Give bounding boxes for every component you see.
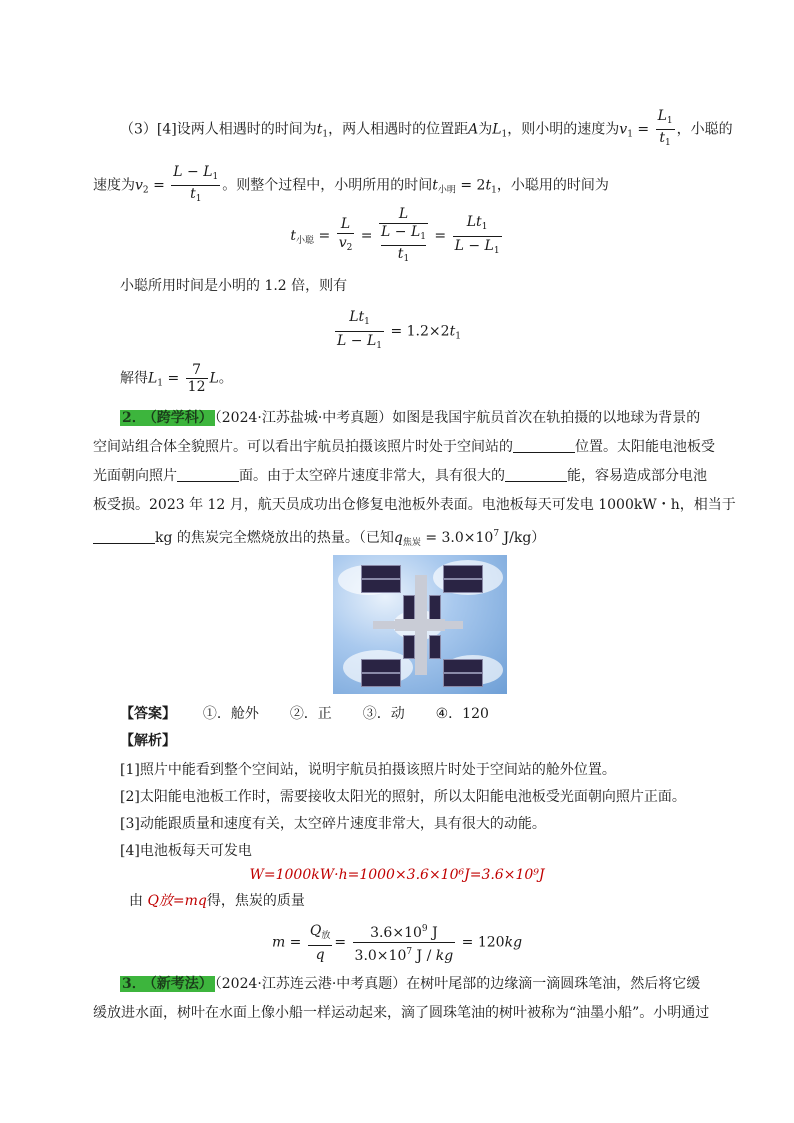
section3-line4: 解得$L_1$ = $\frac{7}{12}$ L。: [120, 362, 233, 395]
analysis-p5: 由 Q放=mq得，焦炭的质量: [129, 893, 305, 909]
analysis-p3: [3]动能跟质量和速度有关，太空碎片速度非常大，具有很大的动能。: [120, 816, 546, 832]
answer-blank-4[interactable]: [93, 529, 155, 544]
question-2-line4: 板受损。2023 年 12 月，航天员成功出仓修复电池板外表面。电池板每天可发电 1000kW・h，相当于: [93, 497, 736, 513]
question-number: 3．: [122, 976, 146, 992]
equation-time-xiaocong: $t_{小聪}$ = $\frac{L}{v_2}$ = $\frac{L}{\frac{L - L_1}{t_1}}$ = $\frac{Lt_1}{L - L_1}$: [290, 206, 500, 264]
analysis-p1: [1]照片中能看到整个空间站，说明宇航员拍摄该照片时处于空间站的舱外位置。: [120, 762, 616, 778]
section3-line1: （3）[4]设两人相遇时的时间为$t_1$，两人相遇时的位置距A为$L_1$，则小明的速度为$v_1$ = $\frac{L_1}{t_1}$ ，小聪的: [120, 108, 733, 151]
analysis-p4: [4]电池板每天可发电: [120, 843, 252, 859]
question-tag: （跨学科）: [149, 410, 213, 426]
equation-mass: m = $\frac{Q_放}{q}$ = $\frac{3.6\times 10^9 J}{3.0\times 10^7 J / kg}$ = 120kg: [0, 920, 794, 965]
answer-blank-1[interactable]: [513, 438, 575, 453]
question-2-line2: 空间站组合体全貌照片。可以看出宇航员拍摄该照片时处于空间站的 位置。太阳能电池板受: [93, 439, 715, 455]
equation-ratio: $\frac{Lt_1}{L - L_1}$ = $1.2\times 2t_1$: [337, 309, 461, 351]
space-station-photo: [333, 555, 507, 694]
question-2-line3: 光面朝向照片 面。由于太空碎片速度非常大，具有很大的 能，容易造成部分电池: [93, 468, 707, 484]
question-tag: （新考法）: [149, 976, 213, 992]
fraction-v1: $\frac{L_1}{t_1}$: [657, 108, 673, 148]
answer-blank-3[interactable]: [505, 467, 567, 482]
answer-label: 【答案】: [120, 706, 176, 722]
fraction-v2: $\frac{L - L_1}{t_1}$: [173, 164, 219, 204]
question-2-line5: kg 的焦炭完全燃烧放出的热量。（已知$q_{焦炭} = 3.0\times 10^7$ J/kg）: [93, 524, 545, 553]
answer-item-3: ③．动: [362, 706, 405, 722]
analysis-label: 【解析】: [120, 733, 176, 749]
answer-blank-2[interactable]: [177, 467, 239, 482]
question-number: 2．: [122, 410, 146, 426]
question-2-line1: 2． （跨学科） （2024·江苏盐城·中考真题）如图是我国宇航员首次在轨拍摄的以地球为背景的: [122, 410, 701, 426]
analysis-p2: [2]太阳能电池板工作时，需要接收太阳光的照射，所以太阳能电池板受光面朝向照片正面。: [120, 789, 686, 805]
section3-line3: 小聪所用时间是小明的 1.2 倍，则有: [120, 278, 348, 294]
answer-item-1: ①．舱外: [202, 706, 259, 722]
answer-item-4: ④．120: [435, 706, 489, 722]
answer-line: [120, 704, 489, 724]
question-3-line1: 3． （新考法） （2024·江苏连云港·中考真题）在树叶尾部的边缘滴一滴圆珠笔油，然后将它缓: [122, 976, 701, 992]
question-3-line2: 缓放进水面，树叶在水面上像小船一样运动起来，滴了圆珠笔油的树叶被称为“油墨小船”。小明通过: [93, 1005, 710, 1021]
section3-line2: 速度为$v_2$ = $\frac{L - L_1}{t_1}$ 。则整个过程中，小明所用的时间$t_{小明} = 2t_1$，小聪用的时间为: [93, 164, 609, 207]
answer-item-2: ②．正: [289, 706, 332, 722]
equation-energy: W=1000kW·h=1000×3.6×10⁶J=3.6×10⁹J: [249, 867, 545, 883]
